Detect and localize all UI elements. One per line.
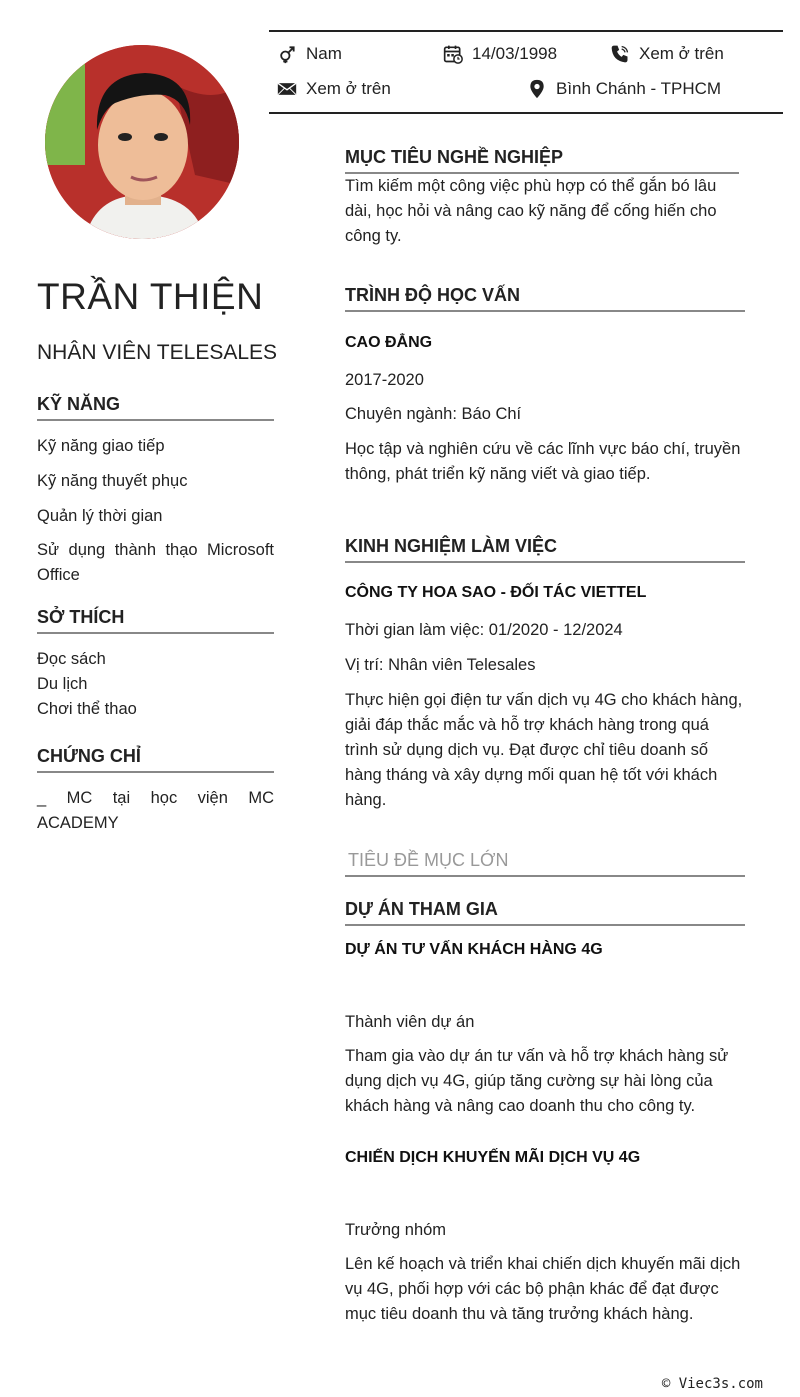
watermark: © Viec3s.com <box>661 1376 763 1392</box>
experience-company: CÔNG TY HOA SAO - ĐỐI TÁC VIETTEL <box>345 584 647 601</box>
phone-value: Xem ở trên <box>639 44 724 63</box>
skills-heading: KỸ NĂNG <box>37 394 274 421</box>
profile-photo <box>45 45 239 239</box>
education-school: CAO ĐẲNG <box>345 334 433 351</box>
location-pin-icon <box>527 79 547 99</box>
contact-bar <box>269 30 783 114</box>
hobby-item: Du lịch <box>37 675 88 693</box>
contact-gender <box>277 44 342 64</box>
project-description: Tham gia vào dự án tư vấn và hỗ trợ khách hàng sử dụng dịch vụ 4G, giúp tăng cường sự hài lòng của khách hàng và nâng cao doanh thu cho công ty. <box>345 1047 729 1115</box>
address-value: Bình Chánh - TPHCM <box>556 79 722 98</box>
certificates-heading: CHỨNG CHỈ <box>37 746 274 773</box>
project-description: Lên kế hoạch và triển khai chiến dịch khuyến mãi dịch vụ 4G, phối hợp với các bộ phận khác để đạt được mục tiêu doanh thu và tăng trưởng khách hàng. <box>345 1255 741 1323</box>
contact-phone <box>610 44 724 64</box>
projects-heading: DỰ ÁN THAM GIA <box>345 899 745 926</box>
contact-address <box>527 79 721 99</box>
experience-description: Thực hiện gọi điện tư vấn dịch vụ 4G cho khách hàng, giải đáp thắc mắc và hỗ trợ khách hàng trong quá trình sử dụng dịch vụ. Đạt được chỉ tiêu doanh số hàng tháng và xây dựng mối quan hệ tốt với khách hàng. <box>345 691 743 809</box>
hobby-item: Đọc sách <box>37 650 106 668</box>
project-role: Trưởng nhóm <box>345 1221 447 1239</box>
calendar-icon <box>443 44 463 64</box>
hobby-item: Chơi thể thao <box>37 700 137 718</box>
candidate-name: TRẦN THIỆN <box>37 276 264 317</box>
education-major: Chuyên ngành: Báo Chí <box>345 405 522 423</box>
experience-position: Vị trí: Nhân viên Telesales <box>345 656 536 674</box>
birthday-value: 14/03/1998 <box>472 44 558 63</box>
job-title: NHÂN VIÊN TELESALES <box>37 341 278 364</box>
gender-value: Nam <box>306 44 342 63</box>
education-heading: TRÌNH ĐỘ HỌC VẤN <box>345 285 745 312</box>
skill-item: Quản lý thời gian <box>37 507 163 525</box>
project-role: Thành viên dự án <box>345 1013 475 1031</box>
email-icon <box>277 79 297 99</box>
contact-birthday <box>443 44 557 64</box>
project-title: CHIẾN DỊCH KHUYẾN MÃI DỊCH VỤ 4G <box>345 1149 641 1166</box>
project-title: DỰ ÁN TƯ VẤN KHÁCH HÀNG 4G <box>345 941 603 958</box>
education-period: 2017-2020 <box>345 371 424 389</box>
certificate-item: _ MC tại học viện MC ACADEMY <box>37 789 274 832</box>
phone-icon <box>610 44 630 64</box>
skill-item: Kỹ năng giao tiếp <box>37 437 165 455</box>
skill-item: Kỹ năng thuyết phục <box>37 472 188 490</box>
contact-email <box>277 79 391 99</box>
placeholder-section-heading: TIÊU ĐỀ MỤC LỚN <box>345 850 745 877</box>
gender-icon <box>277 44 297 64</box>
education-description: Học tập và nghiên cứu về các lĩnh vực báo chí, truyền thông, phát triển kỹ năng viết và giao tiếp. <box>345 440 741 483</box>
email-value: Xem ở trên <box>306 79 391 98</box>
objective-text: Tìm kiếm một công việc phù hợp có thể gắn bó lâu dài, học hỏi và nâng cao kỹ năng để cống hiến cho công ty. <box>345 177 717 245</box>
hobbies-heading: SỞ THÍCH <box>37 607 274 634</box>
experience-period: Thời gian làm việc: 01/2020 - 12/2024 <box>345 621 623 639</box>
skill-item: Sử dụng thành thạo Microsoft Office <box>37 541 274 584</box>
objective-heading: MỤC TIÊU NGHỀ NGHIỆP <box>345 147 739 174</box>
experience-heading: KINH NGHIỆM LÀM VIỆC <box>345 536 745 563</box>
